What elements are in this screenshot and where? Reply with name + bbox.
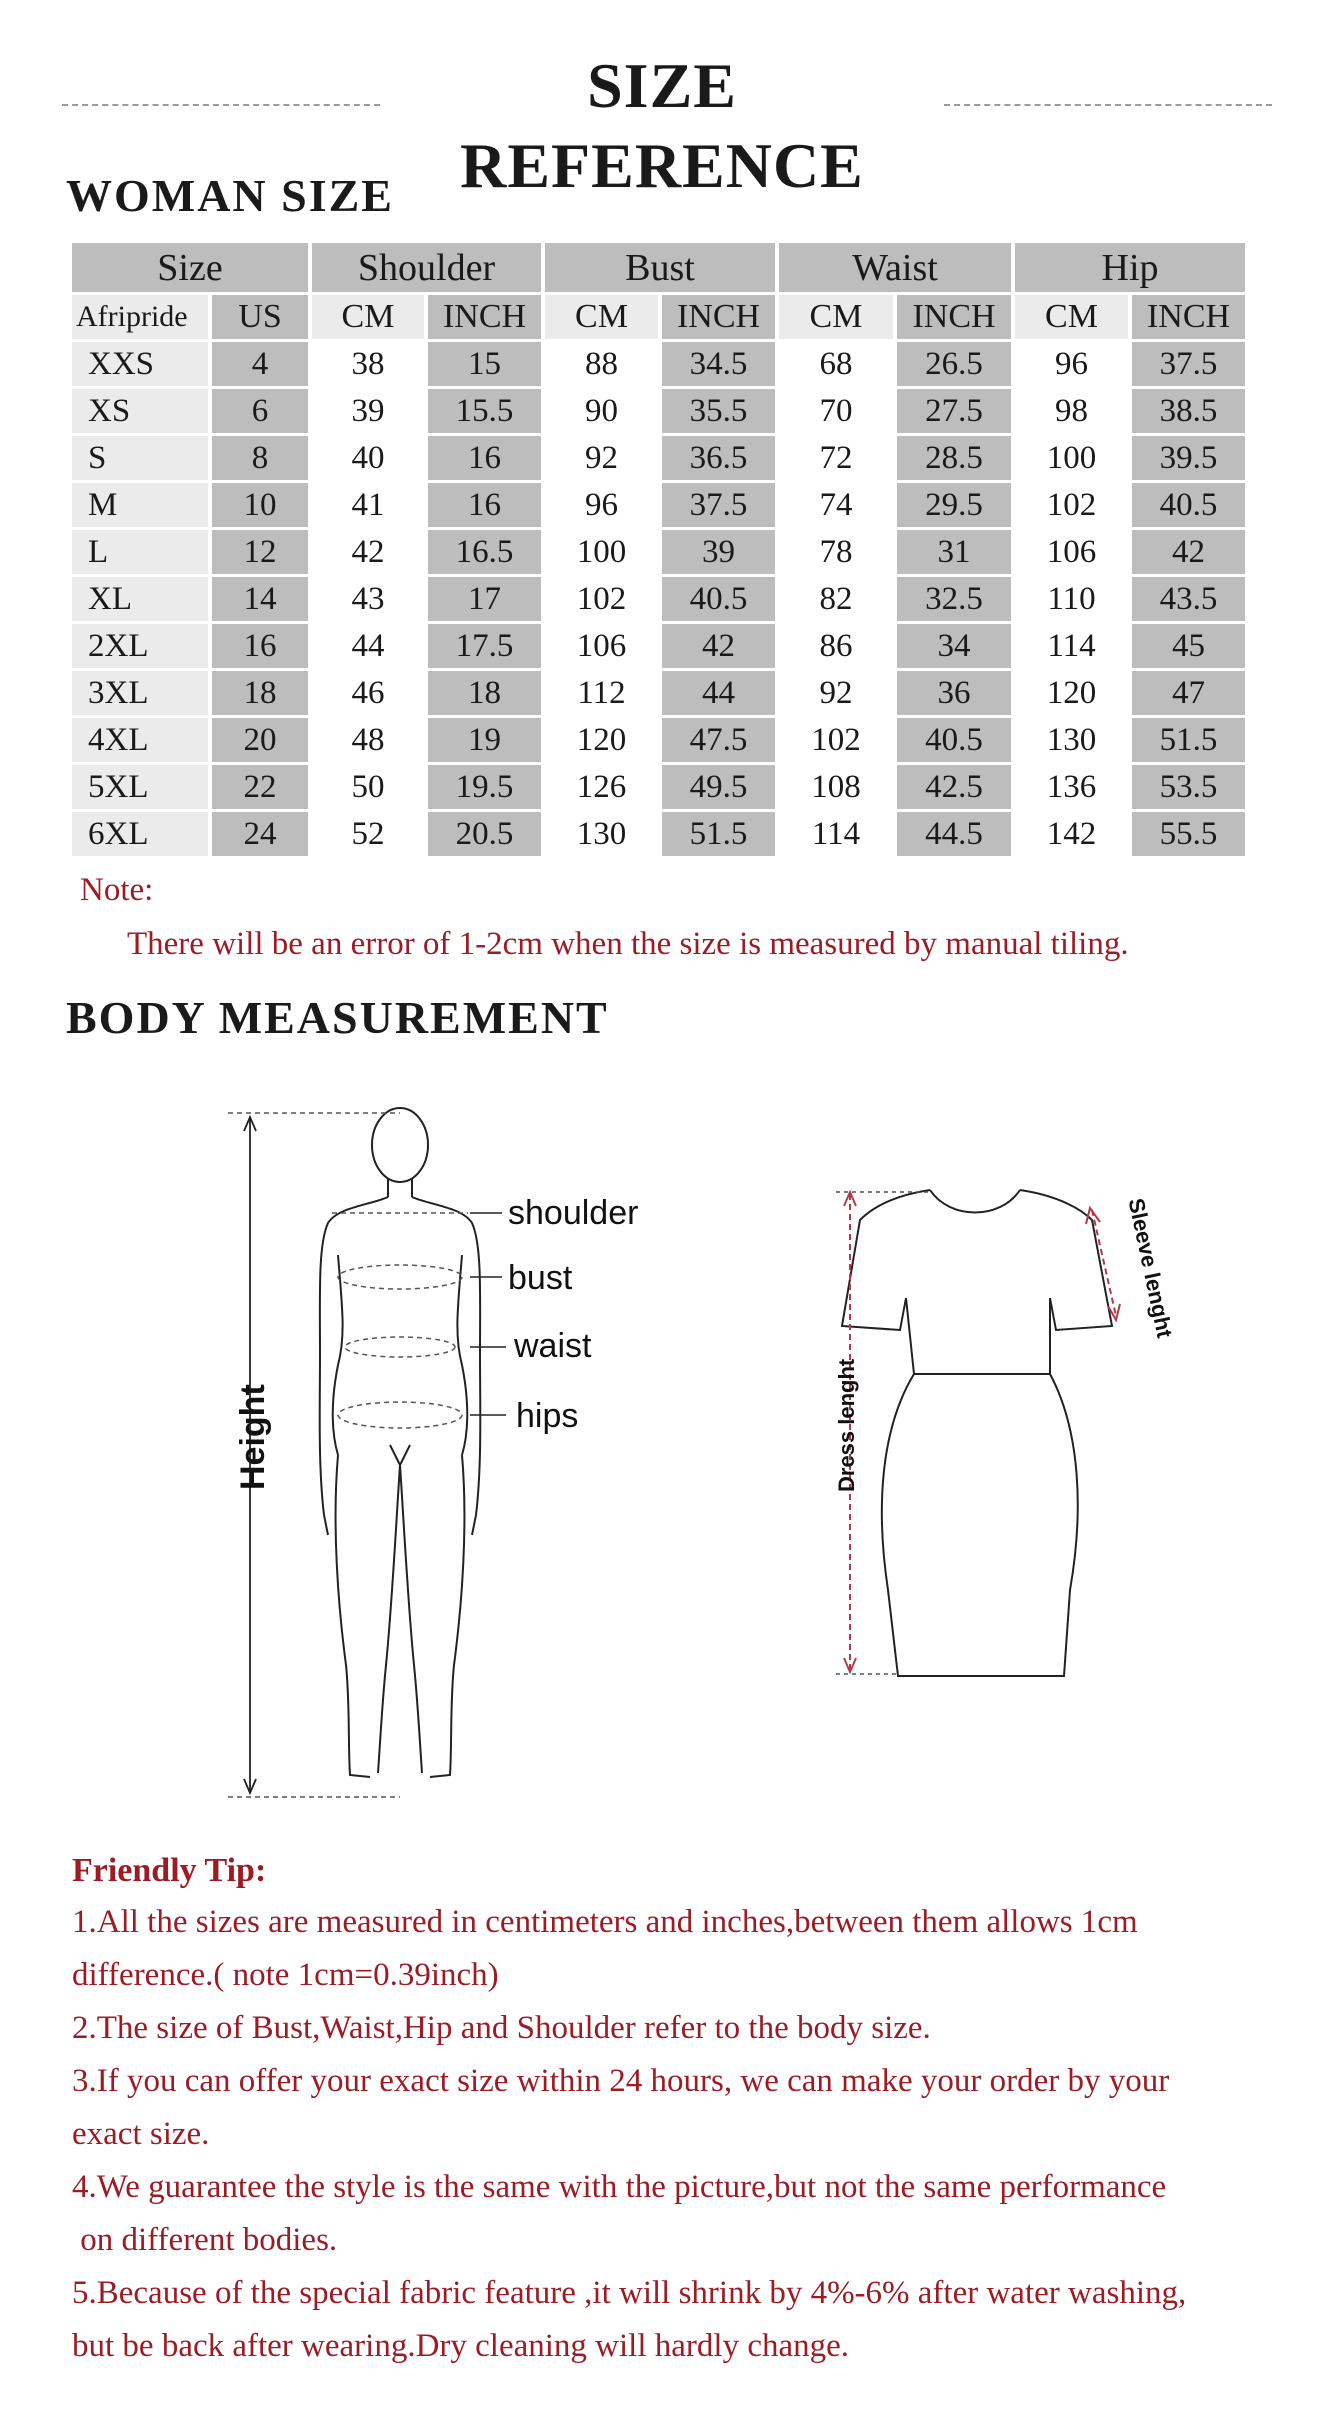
- table-cell: 20.5: [428, 812, 541, 856]
- table-cell: 36.5: [662, 436, 775, 480]
- table-cell: 43.5: [1132, 577, 1245, 621]
- table-row: [72, 718, 1245, 762]
- table-cell: 82: [779, 577, 893, 621]
- title-divider-left: [62, 104, 380, 106]
- label-waist: waist: [514, 1327, 592, 1365]
- label-bust: bust: [508, 1259, 573, 1297]
- subheader-us: US: [212, 295, 308, 339]
- subheader-waist-inch: INCH: [897, 295, 1011, 339]
- table-cell: 44: [312, 624, 424, 668]
- table-cell: 16.5: [428, 530, 541, 574]
- subheader-shoulder-inch: INCH: [428, 295, 541, 339]
- table-cell: 53.5: [1132, 765, 1245, 809]
- table-cell: 2XL: [72, 624, 208, 668]
- table-cell: 98: [1015, 389, 1128, 433]
- table-cell: 48: [312, 718, 424, 762]
- subheader-hip-inch: INCH: [1132, 295, 1245, 339]
- table-cell: 12: [212, 530, 308, 574]
- table-cell: 47.5: [662, 718, 775, 762]
- table-cell: 42.5: [897, 765, 1011, 809]
- table-cell: 92: [779, 671, 893, 715]
- table-cell: 29.5: [897, 483, 1011, 527]
- table-subheader-row: [72, 295, 1245, 339]
- label-height: Height: [234, 1384, 272, 1490]
- friendly-tips: [72, 1846, 1292, 2373]
- table-cell: 39: [662, 530, 775, 574]
- table-cell: XXS: [72, 342, 208, 386]
- table-cell: 102: [545, 577, 658, 621]
- table-cell: 6XL: [72, 812, 208, 856]
- table-cell: 14: [212, 577, 308, 621]
- table-cell: 72: [779, 436, 893, 480]
- subheader-bust-inch: INCH: [662, 295, 775, 339]
- table-cell: 15.5: [428, 389, 541, 433]
- dress-outline: [842, 1190, 1112, 1676]
- table-cell: 20: [212, 718, 308, 762]
- table-cell: 37.5: [1132, 342, 1245, 386]
- tip-line: 3.If you can offer your exact size within 24 hours, we can make your order by your: [72, 2063, 1170, 2099]
- table-cell: 114: [1015, 624, 1128, 668]
- table-cell: 38.5: [1132, 389, 1245, 433]
- table-cell: 16: [212, 624, 308, 668]
- table-cell: 50: [312, 765, 424, 809]
- table-row: [72, 483, 1245, 527]
- sleeve-length-arrows: [1086, 1208, 1120, 1320]
- size-table: [68, 240, 1249, 859]
- tips-heading: Friendly Tip:: [72, 1852, 267, 1889]
- table-cell: 44.5: [897, 812, 1011, 856]
- table-cell: 120: [545, 718, 658, 762]
- table-cell: 28.5: [897, 436, 1011, 480]
- table-cell: 18: [212, 671, 308, 715]
- table-cell: 19.5: [428, 765, 541, 809]
- table-cell: 40.5: [1132, 483, 1245, 527]
- table-cell: 18: [428, 671, 541, 715]
- table-cell: 27.5: [897, 389, 1011, 433]
- table-group-header-row: [72, 243, 1245, 292]
- table-cell: 42: [1132, 530, 1245, 574]
- table-cell: 3XL: [72, 671, 208, 715]
- table-cell: 39.5: [1132, 436, 1245, 480]
- table-cell: 4: [212, 342, 308, 386]
- table-cell: 6: [212, 389, 308, 433]
- table-cell: 106: [1015, 530, 1128, 574]
- table-cell: 10: [212, 483, 308, 527]
- table-cell: 40: [312, 436, 424, 480]
- table-cell: 120: [1015, 671, 1128, 715]
- table-cell: 108: [779, 765, 893, 809]
- group-header-bust: Bust: [545, 243, 775, 292]
- table-cell: 17: [428, 577, 541, 621]
- table-cell: 51.5: [662, 812, 775, 856]
- title-divider-right: [944, 104, 1272, 106]
- note-text: There will be an error of 1-2cm when the size is measured by manual tiling.: [127, 926, 1129, 962]
- table-cell: 26.5: [897, 342, 1011, 386]
- tips-list: [72, 1896, 1292, 2373]
- group-header-hip: Hip: [1015, 243, 1245, 292]
- table-cell: 100: [1015, 436, 1128, 480]
- table-cell: 55.5: [1132, 812, 1245, 856]
- group-header-shoulder: Shoulder: [312, 243, 541, 292]
- group-header-waist: Waist: [779, 243, 1011, 292]
- dress-figure: [820, 1180, 1180, 1700]
- table-row: [72, 765, 1245, 809]
- table-cell: 22: [212, 765, 308, 809]
- table-cell: 19: [428, 718, 541, 762]
- tip-line: but be back after wearing.Dry cleaning will hardly change.: [72, 2328, 850, 2364]
- tip-line: 5.Because of the special fabric feature ,it will shrink by 4%-6% after water washing,: [72, 2275, 1187, 2311]
- table-cell: 96: [1015, 342, 1128, 386]
- table-cell: 4XL: [72, 718, 208, 762]
- table-cell: 35.5: [662, 389, 775, 433]
- table-cell: 39: [312, 389, 424, 433]
- table-cell: XS: [72, 389, 208, 433]
- subheader-shoulder-cm: CM: [312, 295, 424, 339]
- table-cell: 49.5: [662, 765, 775, 809]
- tip-line: 2.The size of Bust,Waist,Hip and Shoulder refer to the body size.: [72, 2010, 931, 2046]
- table-cell: 40.5: [897, 718, 1011, 762]
- table-cell: 136: [1015, 765, 1128, 809]
- label-leaders: [470, 1213, 506, 1415]
- subheader-bust-cm: CM: [545, 295, 658, 339]
- table-cell: 70: [779, 389, 893, 433]
- subheader-afripride: Afripride: [72, 295, 208, 339]
- label-shoulder: shoulder: [508, 1194, 639, 1232]
- page-title: SIZE REFERENCE: [460, 50, 864, 201]
- table-cell: 15: [428, 342, 541, 386]
- group-header-size: Size: [72, 243, 308, 292]
- table-cell: 45: [1132, 624, 1245, 668]
- table-cell: 42: [312, 530, 424, 574]
- table-cell: 110: [1015, 577, 1128, 621]
- table-cell: 37.5: [662, 483, 775, 527]
- table-row: [72, 577, 1245, 621]
- table-row: [72, 671, 1245, 715]
- tip-line: exact size.: [72, 2116, 210, 2152]
- table-cell: 51.5: [1132, 718, 1245, 762]
- table-cell: 86: [779, 624, 893, 668]
- table-cell: 92: [545, 436, 658, 480]
- label-hips: hips: [516, 1397, 579, 1435]
- body-outline: [320, 1108, 481, 1777]
- tip-line: 4.We guarantee the style is the same with the picture,but not the same performance: [72, 2169, 1167, 2205]
- tip-line: difference.( note 1cm=0.39inch): [72, 1957, 499, 1993]
- table-row: [72, 342, 1245, 386]
- table-cell: 34.5: [662, 342, 775, 386]
- label-sleeve-length: Sleeve lenght: [1123, 1196, 1178, 1340]
- table-cell: 41: [312, 483, 424, 527]
- table-cell: S: [72, 436, 208, 480]
- table-cell: 100: [545, 530, 658, 574]
- table-cell: 8: [212, 436, 308, 480]
- table-cell: 52: [312, 812, 424, 856]
- table-cell: M: [72, 483, 208, 527]
- table-cell: 31: [897, 530, 1011, 574]
- table-row: [72, 436, 1245, 480]
- note-label: Note:: [80, 872, 154, 908]
- table-cell: 130: [545, 812, 658, 856]
- table-cell: L: [72, 530, 208, 574]
- table-cell: 44: [662, 671, 775, 715]
- table-cell: 102: [1015, 483, 1128, 527]
- table-cell: 34: [897, 624, 1011, 668]
- table-cell: 32.5: [897, 577, 1011, 621]
- size-table-grid: [68, 240, 1249, 859]
- label-dress-length: Dress lenght: [834, 1358, 859, 1492]
- table-cell: 36: [897, 671, 1011, 715]
- table-cell: 142: [1015, 812, 1128, 856]
- table-row: [72, 389, 1245, 433]
- subheader-hip-cm: CM: [1015, 295, 1128, 339]
- subheader-waist-cm: CM: [779, 295, 893, 339]
- table-cell: 88: [545, 342, 658, 386]
- table-cell: 112: [545, 671, 658, 715]
- table-cell: 102: [779, 718, 893, 762]
- table-cell: 78: [779, 530, 893, 574]
- table-cell: 90: [545, 389, 658, 433]
- table-cell: 24: [212, 812, 308, 856]
- table-cell: XL: [72, 577, 208, 621]
- tip-line: on different bodies.: [72, 2222, 338, 2258]
- table-row: [72, 530, 1245, 574]
- table-row: [72, 624, 1245, 668]
- table-cell: 74: [779, 483, 893, 527]
- table-cell: 5XL: [72, 765, 208, 809]
- woman-size-heading: WOMAN SIZE: [66, 170, 394, 221]
- table-cell: 40.5: [662, 577, 775, 621]
- tip-line: 1.All the sizes are measured in centimeters and inches,between them allows 1cm: [72, 1904, 1138, 1940]
- table-cell: 46: [312, 671, 424, 715]
- table-cell: 38: [312, 342, 424, 386]
- table-cell: 96: [545, 483, 658, 527]
- size-table-body: [72, 342, 1245, 856]
- table-cell: 43: [312, 577, 424, 621]
- table-cell: 68: [779, 342, 893, 386]
- table-cell: 17.5: [428, 624, 541, 668]
- table-row: [72, 812, 1245, 856]
- table-cell: 114: [779, 812, 893, 856]
- sleeve-length-line: [1092, 1210, 1116, 1316]
- body-measurement-heading: BODY MEASUREMENT: [66, 992, 609, 1043]
- table-cell: 16: [428, 436, 541, 480]
- table-cell: 126: [545, 765, 658, 809]
- table-cell: 106: [545, 624, 658, 668]
- table-cell: 130: [1015, 718, 1128, 762]
- table-cell: 16: [428, 483, 541, 527]
- table-cell: 42: [662, 624, 775, 668]
- table-cell: 47: [1132, 671, 1245, 715]
